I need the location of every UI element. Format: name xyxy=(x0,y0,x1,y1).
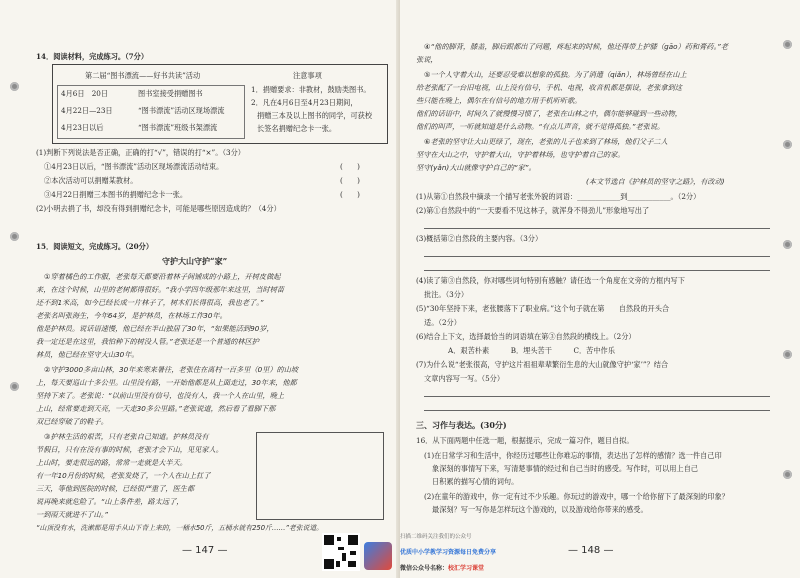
para1-line-2: 来，在这个时候，山里的老树都得很好。“我小学四年级那年来这里，当时树苗 xyxy=(36,285,285,294)
footer-promo: 优质中小学教学习资源每日免费分享 xyxy=(400,549,497,556)
question-6-options[interactable]: A．艰苦朴素 B．埋头苦干 C．苦中作乐 xyxy=(448,346,615,355)
schedule-date-3: 4月23日以后 xyxy=(61,123,104,132)
footer-wechat xyxy=(400,563,484,572)
question-3: (3)概括第②自然段的主要内容。（3分） xyxy=(416,234,543,243)
binding-hole-icon xyxy=(10,382,19,391)
para5-line-1: ⑤一个人守着大山，还要忍受难以想象的孤独。为了消遣（qiǎn），林场曾经在山上 xyxy=(424,70,687,79)
notice-heading: 注意事项 xyxy=(293,71,322,80)
para1-line-6: 我一定还是在这里，我怕种下的树没人管。”老张还是一个普通的林区护 xyxy=(36,337,259,346)
question-1: (1)从第①自然段中摘录一个描写老张外貌的词语：____________到____________。（2分） xyxy=(416,192,701,201)
answer-line-q2[interactable] xyxy=(424,228,770,229)
binding-hole-icon xyxy=(783,240,792,249)
q15-title: 15．阅读短文，完成练习。（20分） xyxy=(36,242,154,251)
judgement-2: ②本次活动可以捐赠某教材。 xyxy=(44,176,138,185)
para6-line-3: 坚守(yǎn)大山就像守护自己的“家”。 xyxy=(416,163,536,172)
para1-line-1: ①穿着橘色的工作服，老张每天都要沿着林子间铺成的小路上，开树皮做起 xyxy=(44,272,281,281)
para2-line-3: 坚持下来了。老张说：“以前山里没有信号，也没有人，我一个人在山里，晚上 xyxy=(36,391,285,400)
question-4-cont: 批注。（3分） xyxy=(424,290,469,299)
para1-line-3: 还不到1米高，如今已经长成一片林子了，树木们长得很高，我也老了。” xyxy=(36,298,264,307)
footer-wechat-label: 微信公众号名称： xyxy=(400,565,449,572)
para3-line-2: 节假日，只有在没有事的时候，老张才会下山，见见家人。 xyxy=(36,445,223,454)
judgement-1: ①4月23日以后，“图书漂流”活动区现场漂流活动结束。 xyxy=(44,162,224,171)
right-page xyxy=(400,0,800,578)
schedule-date-1: 4月6日 20日 xyxy=(61,89,109,98)
q14-part2: (2)小明去捐了书，却没有得到捐赠纪念卡，可能是哪些原因造成的？（4分） xyxy=(36,204,281,213)
para1-line-4: 老张名叫张海生，今年64岁，是护林员，在林场工作30年。 xyxy=(36,311,227,320)
judgement-3: ③4月22日捐赠三本图书的捐赠纪念卡一张。 xyxy=(44,190,188,199)
para6-line-2: 坚守在大山之中，守护着大山，守护着林场，也守护着自己的家。 xyxy=(416,150,625,159)
binding-hole-icon xyxy=(783,40,792,49)
para5-line-4: 他们的话语中，时间久了就慢慢习惯了，老张在山林之中，偶尔能够碰到一些动物， xyxy=(416,109,682,118)
question-2: (2)第①自然段中的“一天要看不见这林子，就浑身不得劲儿”形象地写出了 xyxy=(416,206,650,215)
para3-line-4: 有一年10月份的时候，老张发烧了，一个人在山上扛了 xyxy=(36,471,211,480)
para5-line-2: 给老张配了一台旧电视，山上没有信号，手机、电视，收音机都是摆设，老张拿到这 xyxy=(416,83,682,92)
para2-line-2: 上，每天要巡山十多公里。山里没有路，一开始他都是从上面走过，30年来，他都 xyxy=(36,378,297,387)
task1-line-1: (1)在日常学习和生活中，你经历过哪些让你难忘的事情，表达出了怎样的感情？选一件自己印 xyxy=(424,451,722,460)
schedule-table xyxy=(57,85,245,139)
question-5-cont: 适。（2分） xyxy=(424,318,461,327)
q16-title: 16．从下面两题中任选一题，根据提示，完成一篇习作，题目自拟。 xyxy=(416,436,634,445)
notice-item-1: 1．捐赠要求：非教材，鼓励类图书。 xyxy=(251,85,371,94)
para2-line-4: 上山，经常要走到天亮，一天走30多公里路。”老张说道，然后看了看脚下那 xyxy=(36,404,276,413)
question-7-cont: 文章内容写一写。（5分） xyxy=(424,374,505,383)
para3-line-7: 一到雨天就进不了山。” xyxy=(36,510,108,519)
answer-line-q7b[interactable] xyxy=(424,410,770,411)
page-number-right: — 148 — xyxy=(568,545,614,556)
para3-line-6: 说再晚来就危险了。“山上条件差，路太远了， xyxy=(36,497,184,506)
app-logo-icon xyxy=(364,542,392,570)
essay-title: 守护大山守护“家” xyxy=(162,256,228,266)
binding-hole-icon xyxy=(783,470,792,479)
para3-line-3: 上山时，要走很远的路，常常一走就是大半天。 xyxy=(36,458,187,467)
source-note: (本文节选自《护林员的坚守之路》，有改动) xyxy=(586,177,725,186)
schedule-date-2: 4月22日—23日 xyxy=(61,106,113,115)
answer-line-q3a[interactable] xyxy=(424,256,770,257)
qr-code-image[interactable] xyxy=(322,533,360,571)
schedule-event-2: “图书漂流”活动区现场漂流 xyxy=(138,106,225,115)
event-heading: 第二届“图书漂流——好书共读”活动 xyxy=(85,71,201,80)
notice-item-2: 2．凡在4月6日至4月23日期间， xyxy=(251,98,358,107)
answer-line-q3b[interactable] xyxy=(424,270,770,271)
judgement-2-answer[interactable]: ( ) xyxy=(340,176,360,185)
judgement-3-answer[interactable]: ( ) xyxy=(340,190,360,199)
para3-line-1: ③护林生活的艰苦，只有老张自己知道。护林员没有 xyxy=(44,432,209,441)
para2-line-5: 双已经穿破了的鞋子。 xyxy=(36,417,108,426)
q14-title: 14．阅读材料，完成练习。（7分） xyxy=(36,52,149,61)
question-4: (4)读了第③自然段，你对哪些词句特别有感触？请任选一个角度在文旁的方框内写下 xyxy=(416,276,685,285)
binding-hole-icon xyxy=(783,350,792,359)
footer-qr-caption: 扫描二维码关注我们的公众号 xyxy=(400,534,472,540)
para4-line-1: ④“他的脚背，膝盖，脚后跟都出了问题，疼起来的时候，他还得带上护膝（gāo）药和膏药。”老 xyxy=(424,42,728,51)
task1-line-3: 日积累的描写心情的词句。 xyxy=(432,477,519,486)
event-notice-box xyxy=(52,64,388,144)
question-7: (7)为什么说“老张很高，守护这片祖祖辈辈繁衍生息的大山就像守护‘家’”？结合 xyxy=(416,360,669,369)
para3-line-8: “山顶没有水，洗漱都是用手从山下背上来的，一桶水50斤，五桶水就有250斤……”老张说道。 xyxy=(36,524,323,532)
binding-hole-icon xyxy=(10,82,19,91)
para2-line-1: ②守护3000多亩山林，30年来寒来暑往，老张住在离村一百多里（0里）的山坡 xyxy=(44,365,299,374)
task2-line-1: (2)在童年的游戏中，你一定有过不少乐趣。你玩过的游戏中，哪一个给你留下了最深刻的印象？ xyxy=(424,492,729,501)
task1-line-2: 象深刻的事情写下来，写清楚事情的经过和自己当时的感受。写作时，可以用上自己 xyxy=(432,464,698,473)
q14-part1: (1)判断下列说法是否正确，正确的打“√”，错误的打“×”。（3分） xyxy=(36,148,245,157)
para5-line-5: 他们的叫声，一听就知道是什么动物。“有点儿声音，就不觉得孤独。”老张说。 xyxy=(416,122,665,131)
binding-hole-icon xyxy=(10,232,19,241)
judgement-1-answer[interactable]: ( ) xyxy=(340,162,360,171)
binding-hole-icon xyxy=(783,140,792,149)
para1-line-7: 林员，他已经在坚守大山30年。 xyxy=(36,350,139,359)
para6-line-1: ⑥老张的坚守让大山更绿了，现在，老张的儿子也来到了林场，他们父子二人 xyxy=(424,137,668,146)
annotation-box[interactable] xyxy=(256,432,384,520)
schedule-event-3: “图书漂流”班级书架漂流 xyxy=(138,123,218,132)
para4-line-2: 张说， xyxy=(416,55,438,64)
schedule-event-1: 图书室接受捐赠图书 xyxy=(138,89,203,98)
notice-item-4: 长签名捐赠纪念卡一张。 xyxy=(257,124,337,133)
notice-item-3: 捐赠三本及以上图书的同学，可获校 xyxy=(257,111,373,120)
answer-line-q7a[interactable] xyxy=(424,396,770,397)
footer-brand: 校汇学习课堂 xyxy=(448,565,485,572)
question-6: (6)结合上下文，选择最恰当的词语填在第③自然段的横线上。（2分） xyxy=(416,332,636,341)
section-three-title: 三、习作与表达。(30分) xyxy=(416,420,507,430)
question-5: (5)“30年坚持下来，老张腰落下了职业病。”这个句子就在第 自然段的开头合 xyxy=(416,304,670,313)
page-number-left: — 147 — xyxy=(182,545,228,556)
para1-line-5: 他是护林员。说话语速慢，他已经在半山独居了30年，“如果能活到90岁， xyxy=(36,324,274,333)
para5-line-3: 些只能在晚上，偶尔在有信号的地方用手机听听歌。 xyxy=(416,96,582,105)
para3-line-5: 三天，等他到医院的时候，已经很严重了，医生都 xyxy=(36,484,195,493)
task2-line-2: 最深刻？写一写你是怎样玩这个游戏的，以及游戏给你带来的感受。 xyxy=(432,505,648,514)
